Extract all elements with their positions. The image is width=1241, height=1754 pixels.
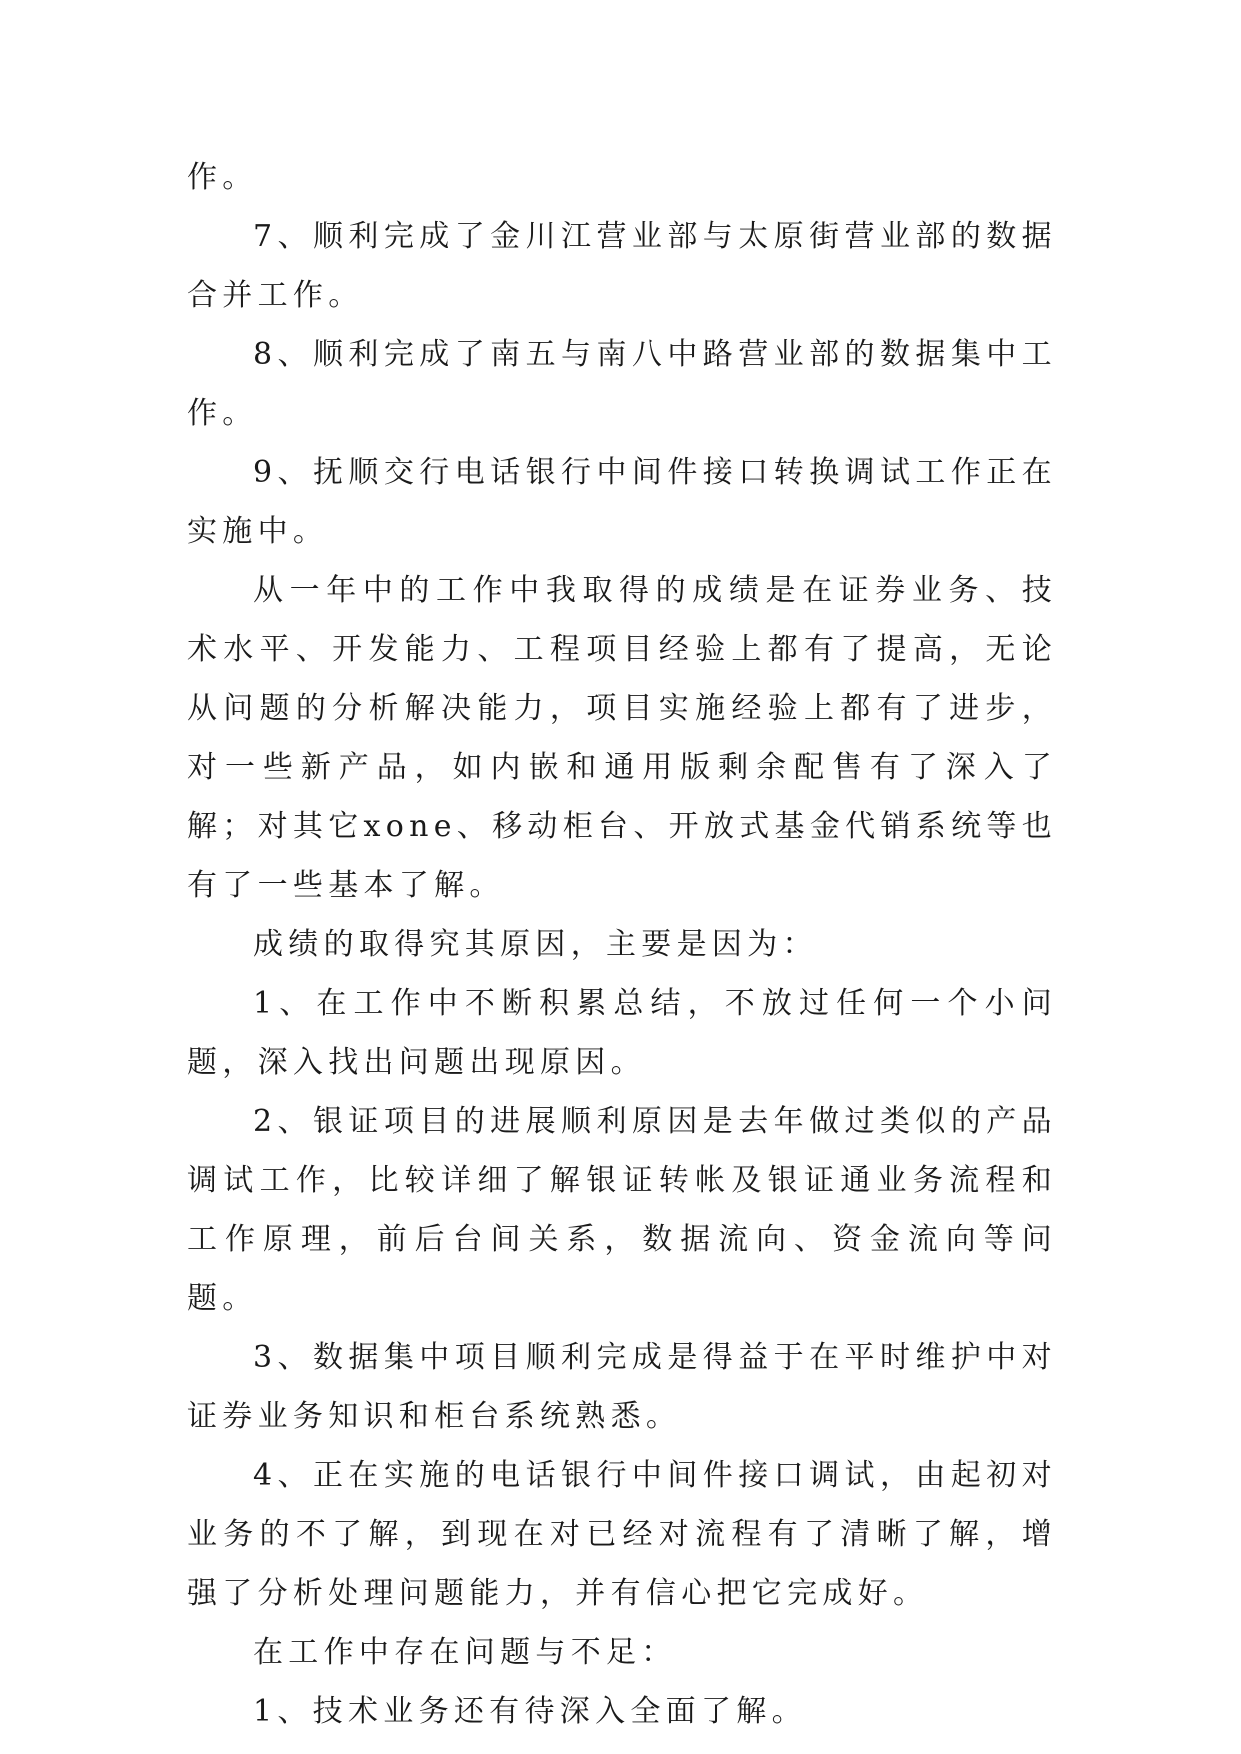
document-page (187, 148, 1057, 1741)
paragraph-reason-1: 1、在工作中不断积累总结，不放过任何一个小问题，深入找出问题出现原因。 (187, 986, 1057, 1080)
paragraph-item-8: 8、顺利完成了南五与南八中路营业部的数据集中工作。 (187, 337, 1057, 431)
paragraph-reason-3: 3、数据集中项目顺利完成是得益于在平时维护中对证券业务知识和柜台系统熟悉。 (187, 1340, 1057, 1434)
paragraph-problem-1: 1、技术业务还有待深入全面了解。 (253, 1694, 807, 1729)
paragraph-reason-4: 4、正在实施的电话银行中间件接口调试，由起初对业务的不了解，到现在对已经对流程有了清晰了解，增强了分析处理问题能力，并有信心把它完成好。 (187, 1458, 1057, 1611)
paragraph-problems-heading: 在工作中存在问题与不足： (253, 1635, 677, 1670)
paragraph-item-7: 7、顺利完成了金川江营业部与太原街营业部的数据合并工作。 (187, 219, 1057, 313)
paragraph-item-9: 9、抚顺交行电话银行中间件接口转换调试工作正在实施中。 (187, 455, 1057, 549)
paragraph-reason-2: 2、银证项目的进展顺利原因是去年做过类似的产品调试工作，比较详细了解银证转帐及银证通业务流程和工作原理，前后台间关系，数据流向、资金流向等问题。 (187, 1104, 1057, 1316)
paragraph-continuation: 作。 (187, 160, 258, 195)
paragraph-reasons-heading: 成绩的取得究其原因，主要是因为： (253, 927, 818, 962)
paragraph-achievements: 从一年中的工作中我取得的成绩是在证券业务、技术水平、开发能力、工程项目经验上都有了提高，无论从问题的分析解决能力，项目实施经验上都有了进步，对一些新产品，如内嵌和通用版剩余配售有了深入了解；对其它xone、移动柜台、开放式基金代销系统等也有了一些基本了解。 (187, 573, 1057, 903)
